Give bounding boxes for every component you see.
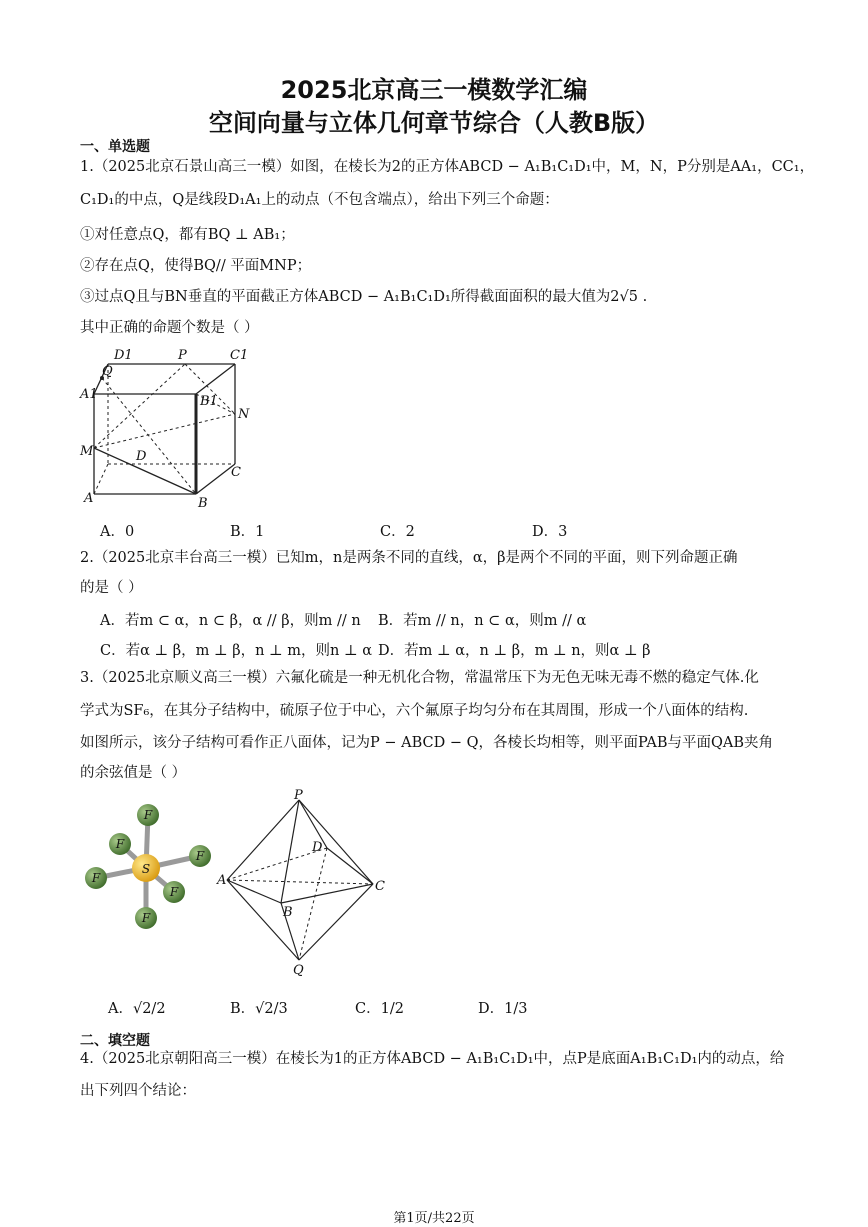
q3-line3: 如图所示，该分子结构可看作正八面体，记为P − ABCD − Q，各棱长均相等，则平面PAB与平面QAB夹角 — [80, 735, 774, 751]
q3-option-c: C．1/2 — [355, 1001, 404, 1017]
atom-label-s: S — [141, 862, 151, 876]
oct-label-B: B — [283, 905, 293, 920]
section-heading-fill-in: 二、填空题 — [80, 1033, 150, 1049]
document-title: 2025北京高三一模数学汇编 — [280, 76, 588, 104]
oct-label-C: C — [375, 879, 385, 894]
q2-line2: 的是（ ） — [80, 580, 143, 596]
octahedron-figure — [215, 788, 390, 978]
q1-line5: ③过点Q且与BN垂直的平面截正方体ABCD − A₁B₁C₁D₁所得截面面积的最大值为2√5 . — [80, 289, 648, 305]
q2-option-d: D．若m ⊥ α，n ⊥ β，m ⊥ n，则α ⊥ β — [378, 643, 651, 659]
cube-figure — [78, 342, 258, 512]
label-Q: Q — [102, 364, 113, 379]
q4-line1: 4.（2025北京朝阳高三一模）在棱长为1的正方体ABCD − A₁B₁C₁D₁中，点P是底面A₁B₁C₁D₁内的动点，给 — [80, 1051, 785, 1067]
q1-line6: 其中正确的命题个数是（ ） — [80, 320, 259, 336]
atom-label-f: F — [143, 808, 153, 822]
oct-label-P: P — [294, 788, 303, 803]
label-C1: C1 — [230, 348, 249, 363]
label-C: C — [231, 465, 241, 480]
oct-label-A: A — [217, 873, 227, 888]
label-P: P — [178, 348, 187, 363]
label-M: M — [80, 444, 94, 459]
q2-option-b: B．若m // n，n ⊂ α，则m // α — [378, 613, 587, 629]
label-A: A — [84, 491, 94, 506]
label-D: D — [136, 449, 147, 464]
q1-line3: ①对任意点Q，都有BQ ⊥ AB₁； — [80, 227, 295, 243]
q3-option-d: D．1/3 — [478, 1001, 528, 1017]
oct-label-D: D — [312, 840, 323, 855]
q3-option-b: B．√2/3 — [230, 1001, 288, 1017]
q3-line4: 的余弦值是（ ） — [80, 765, 187, 781]
q2-option-c: C．若α ⊥ β，m ⊥ β，n ⊥ m，则n ⊥ α — [100, 643, 373, 659]
sf6-molecule-figure — [78, 800, 218, 940]
label-N: N — [238, 407, 250, 422]
q1-line4: ②存在点Q，使得BQ// 平面MNP； — [80, 258, 312, 274]
label-B1: B1 — [200, 394, 218, 409]
q1-option-d: D．3 — [532, 524, 568, 540]
label-B: B — [198, 496, 208, 511]
q1-option-b: B．1 — [230, 524, 265, 540]
q2-line1: 2.（2025北京丰台高三一模）已知m，n是两条不同的直线，α，β是两个不同的平面，则下列命题正确 — [80, 550, 738, 566]
q2-option-a: A．若m ⊂ α，n ⊂ β，α // β，则m // n — [100, 613, 361, 629]
label-A1: A1 — [80, 387, 98, 402]
atom-label-f: F — [195, 849, 205, 863]
page-footer: 第1页/共22页 — [393, 1211, 475, 1226]
q1-option-a: A．0 — [100, 524, 135, 540]
atom-label-f: F — [91, 871, 101, 885]
document-subtitle: 空间向量与立体几何章节综合（人教B版） — [208, 109, 660, 137]
q3-line1: 3.（2025北京顺义高三一模）六氟化硫是一种无机化合物，常温常压下为无色无味无毒不燃的稳定气体.化 — [80, 670, 759, 686]
q4-line2: 出下列四个结论： — [80, 1083, 196, 1099]
atom-label-f: F — [115, 837, 125, 851]
q1-option-c: C．2 — [380, 524, 415, 540]
q1-line1: 1.（2025北京石景山高三一模）如图，在棱长为2的正方体ABCD − A₁B₁C₁D₁中，M，N，P分别是AA₁，CC₁， — [80, 159, 815, 175]
atom-label-f: F — [141, 911, 151, 925]
q3-line2: 学式为SF₆，在其分子结构中，硫原子位于中心，六个氟原子均匀分布在其周围，形成一个八面体的结构. — [80, 703, 749, 719]
atom-label-f: F — [169, 885, 179, 899]
oct-label-Q: Q — [293, 963, 304, 978]
label-D1: D1 — [114, 348, 133, 363]
q1-line2: C₁D₁的中点，Q是线段D₁A₁上的动点（不包含端点），给出下列三个命题： — [80, 192, 559, 208]
q3-option-a: A．√2/2 — [108, 1001, 166, 1017]
section-heading-single-choice: 一、单选题 — [80, 139, 150, 155]
